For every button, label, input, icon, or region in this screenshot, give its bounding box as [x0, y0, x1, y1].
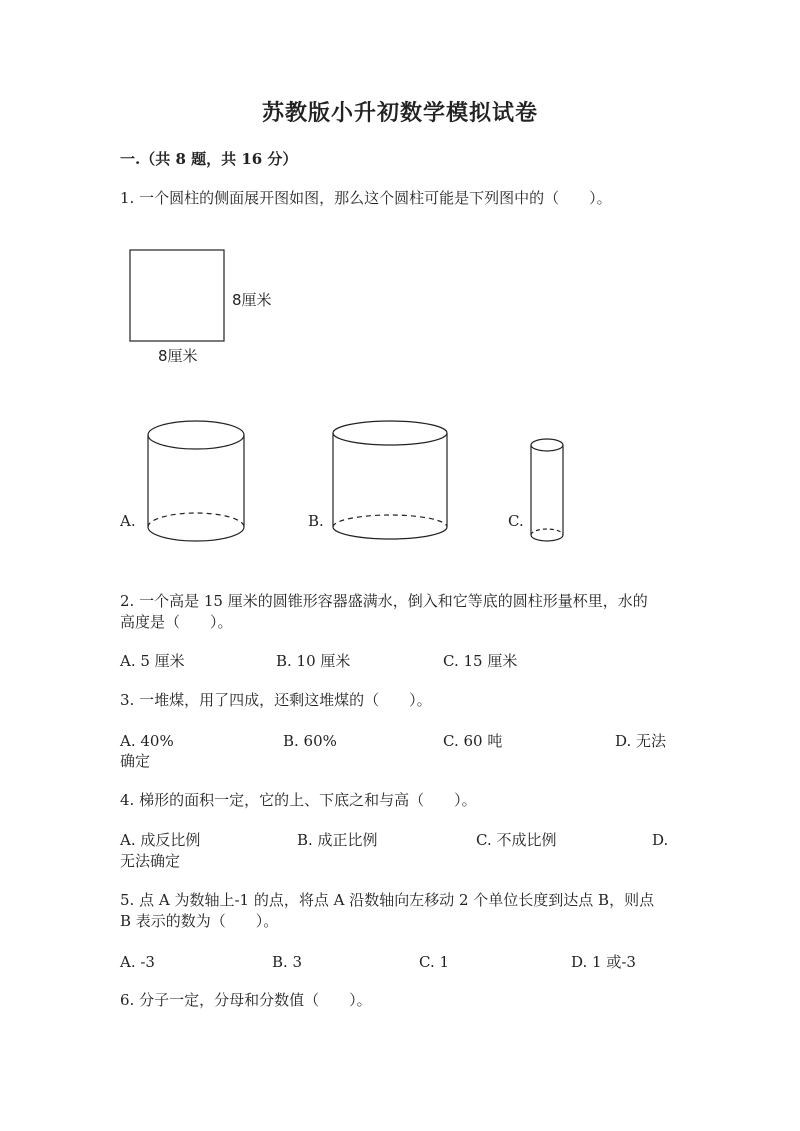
q3-option-c: C. 60 吨 [443, 732, 503, 750]
q2-option-b: B. 10 厘米 [276, 652, 351, 670]
q1-option-c: C. [508, 512, 524, 530]
cylinder-b-top [333, 421, 447, 445]
q4-option-d-wrap: 无法确定 [120, 852, 181, 870]
question-1-text: 1. 一个圆柱的侧面展开图如图，那么这个圆柱可能是下列图中的（ ）。 [120, 189, 612, 207]
q3-option-b: B. 60% [283, 732, 337, 750]
question-2-line-1: 2. 一个高是 15 厘米的圆锥形容器盛满水，倒入和它等底的圆柱形量杯里，水的 [120, 592, 648, 610]
question-4-text: 4. 梯形的面积一定，它的上、下底之和与高（ ）。 [120, 791, 477, 809]
section-heading: 一.（共 8 题，共 16 分） [120, 150, 298, 168]
q4-option-c: C. 不成比例 [476, 831, 557, 849]
cylinder-b-bottom-front [333, 527, 447, 539]
cylinder-a-bottom-front [148, 527, 244, 541]
question-3-text: 3. 一堆煤，用了四成，还剩这堆煤的（ ）。 [120, 691, 432, 709]
q5-option-d: D. 1 或-3 [571, 953, 636, 971]
question-5-line-1: 5. 点 A 为数轴上-1 的点，将点 A 沿数轴向左移动 2 个单位长度到达点 B，则点 [120, 891, 655, 909]
cylinder-a-top [148, 421, 244, 449]
q5-option-b: B. 3 [272, 953, 303, 971]
cylinder-c-top [531, 439, 563, 451]
q3-option-d-wrap: 确定 [120, 752, 151, 770]
q5-option-a: A. -3 [120, 953, 155, 971]
cylinder-c-bottom-back [531, 529, 563, 535]
page-title: 苏教版小升初数学模拟试卷 [261, 100, 538, 126]
question-6-text: 6. 分子一定，分母和分数值（ ）。 [120, 991, 372, 1009]
q1-option-b: B. [308, 512, 324, 530]
question-5-line-2: B 表示的数为（ ）。 [120, 912, 279, 930]
cylinder-c-bottom-front [531, 535, 563, 541]
cylinder-b-bottom-back [333, 515, 447, 527]
q4-option-b: B. 成正比例 [297, 831, 378, 849]
q4-option-d: D. [652, 831, 669, 849]
q5-option-c: C. 1 [419, 953, 450, 971]
question-2-line-2: 高度是（ ）。 [120, 613, 233, 631]
q1-option-a: A. [120, 512, 136, 530]
q2-option-a: A. 5 厘米 [120, 652, 185, 670]
square-bottom-label: 8厘米 [158, 347, 198, 365]
square-side-label: 8厘米 [232, 291, 272, 309]
q3-option-a: A. 40% [120, 732, 174, 750]
cylinder-a-bottom-back [148, 513, 244, 527]
q2-option-c: C. 15 厘米 [443, 652, 518, 670]
q3-option-d: D. 无法 [615, 732, 667, 750]
q4-option-a: A. 成反比例 [120, 831, 201, 849]
